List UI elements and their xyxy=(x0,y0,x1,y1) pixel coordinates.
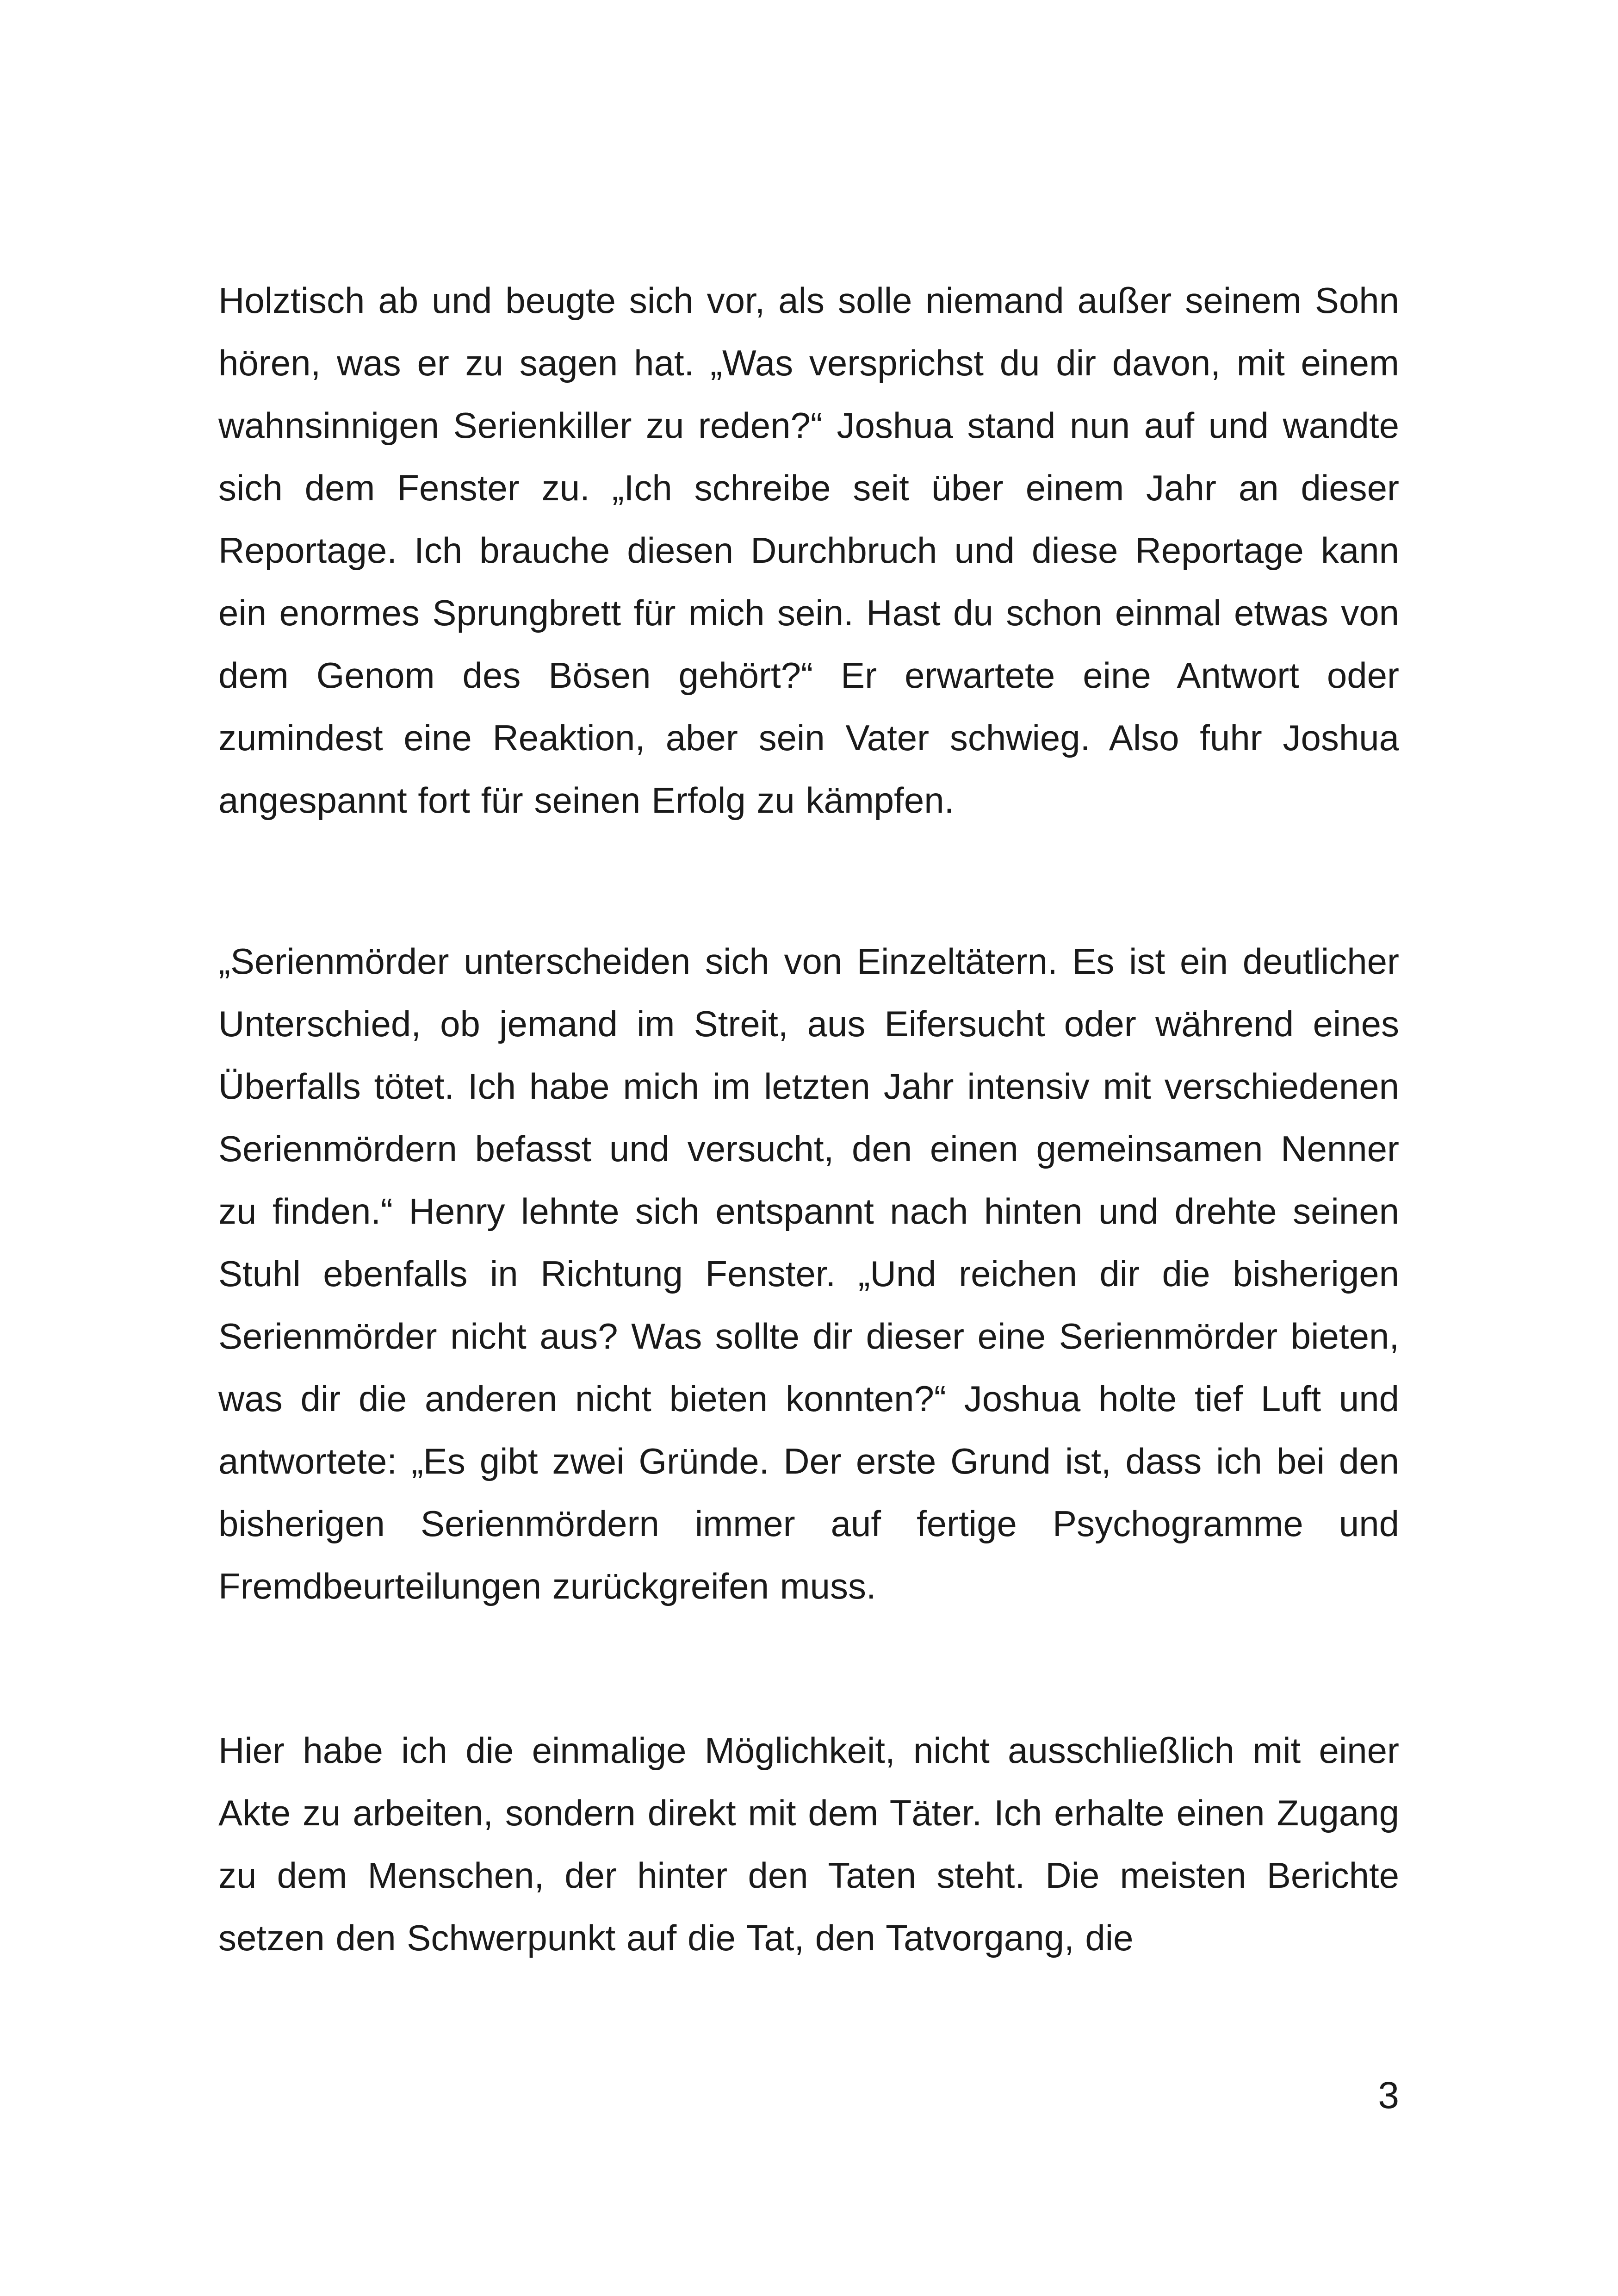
body-paragraph-1: Holztisch ab und beugte sich vor, als solle niemand außer seinem Sohn hören, was er zu sagen hat. „Was versprichst du dir davon, mit einem wahnsinnigen Serienkiller zu reden?“ Joshua stand nun auf und wandte sich dem Fenster zu. „Ich schreibe seit über einem Jahr an dieser Reportage. Ich brauche diesen Durchbruch und diese Reportage kann ein enormes Sprungbrett für mich sein. Hast du schon einmal etwas von dem Genom des Bösen gehört?“ Er erwartete eine Antwort oder zumindest eine Reaktion, aber sein Vater schwieg. Also fuhr Joshua angespannt fort für seinen Erfolg zu kämpfen. xyxy=(218,280,1399,821)
page-number: 3 xyxy=(1378,2074,1399,2116)
body-paragraph-3: Hier habe ich die einmalige Möglichkeit, nicht ausschließlich mit einer Akte zu arbeiten, sondern direkt mit dem Täter. Ich erhalte einen Zugang zu dem Menschen, der hinter den Taten steht. Die meisten Berichte setzen den Schwerpunkt auf die Tat, den Tatvorgang, die xyxy=(218,1730,1399,1958)
body-paragraph-2: „Serienmörder unterscheiden sich von Einzeltätern. Es ist ein deutlicher Unterschied, ob jemand im Streit, aus Eifersucht oder während eines Überfalls tötet. Ich habe mich im letzten Jahr intensiv mit verschiedenen Serienmördern befasst und versucht, den einen gemeinsamen Nenner zu finden.“ Henry lehnte sich entspannt nach hinten und drehte seinen Stuhl ebenfalls in Richtung Fenster. „Und reichen dir die bisherigen Serienmörder nicht aus? Was sollte dir dieser eine Serienmörder bieten, was dir die anderen nicht bieten konnten?“ Joshua holte tief Luft und antwortete: „Es gibt zwei Gründe. Der erste Grund ist, dass ich bei den bisherigen Serienmördern immer auf fertige Psychogramme und Fremdbeurteilungen zurückgreifen muss. xyxy=(218,941,1399,1606)
